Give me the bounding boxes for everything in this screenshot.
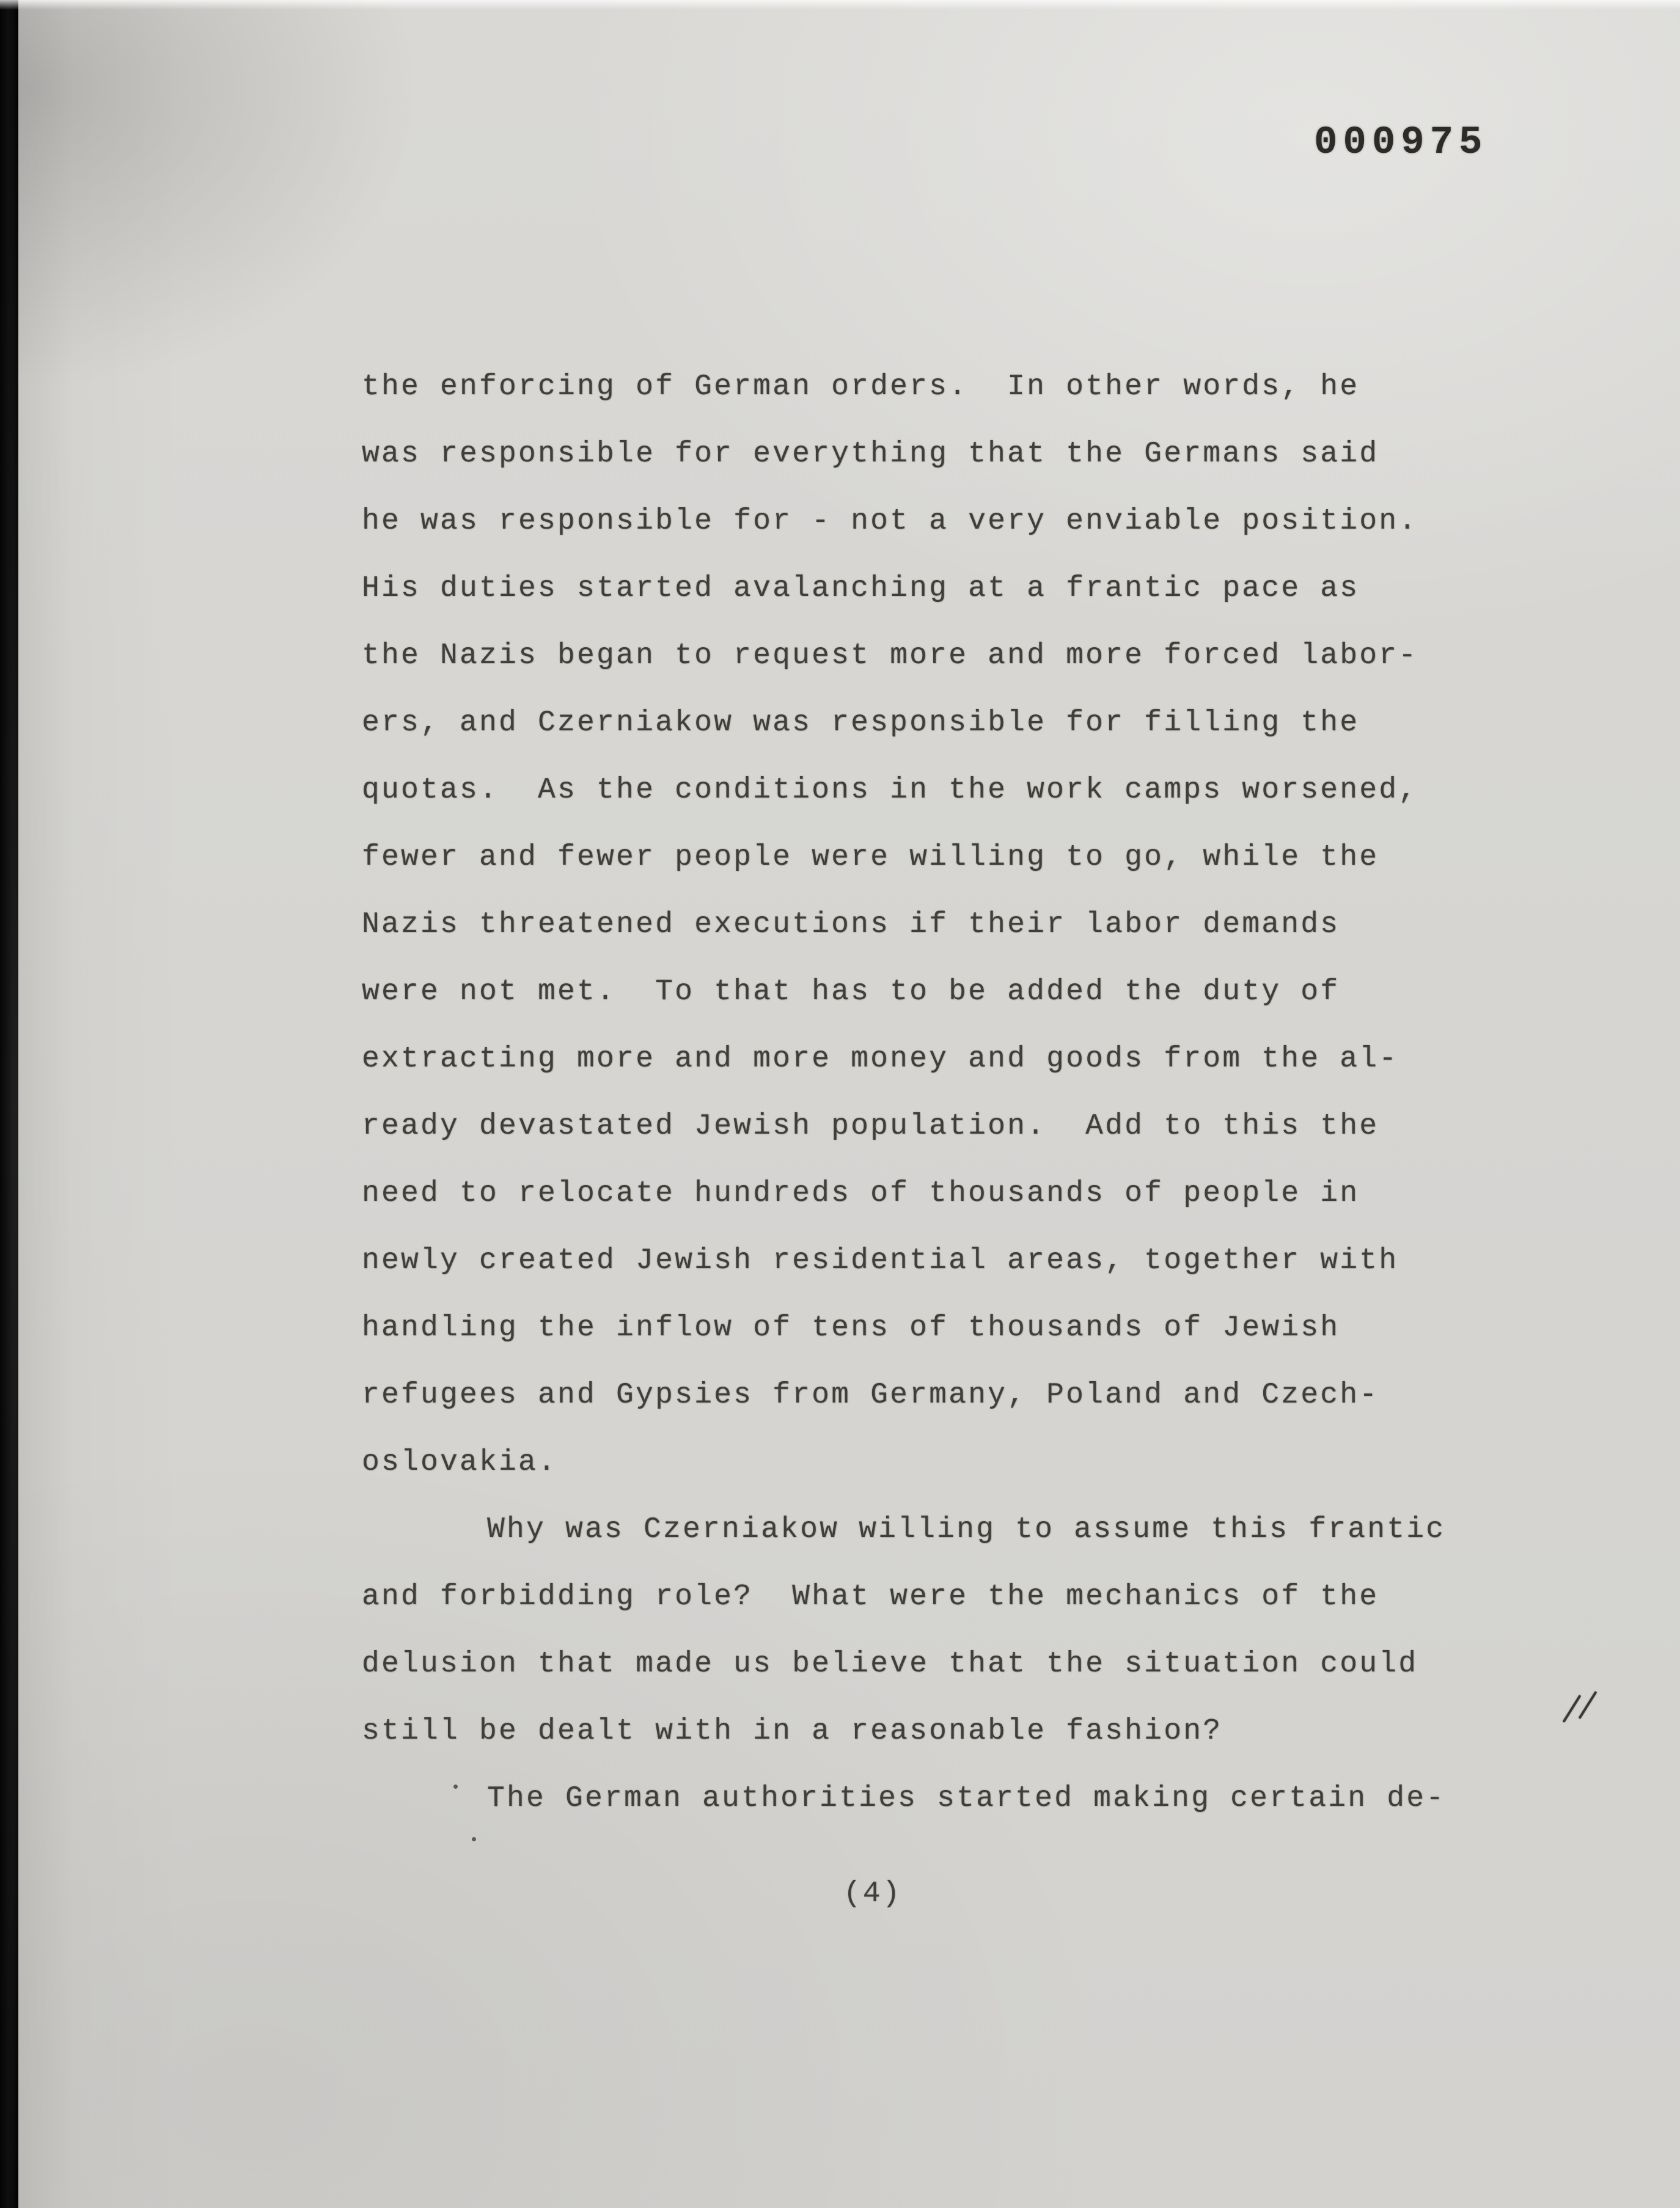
- text-line: quotas. As the conditions in the work camps worsened,: [362, 774, 1418, 807]
- text-line: fewer and fewer people were willing to go, while the: [362, 841, 1379, 874]
- text-line: need to relocate hundreds of thousands of people in: [362, 1177, 1360, 1210]
- text-line: the enforcing of German orders. In other words, he: [362, 370, 1360, 403]
- text-line-paragraph-start: The German authorities started making certain de-: [487, 1782, 1446, 1815]
- text-line: the Nazis began to request more and more forced labor-: [362, 639, 1418, 672]
- page-number: (4): [843, 1877, 902, 1910]
- text-line: were not met. To that has to be added the duty of: [362, 975, 1340, 1008]
- stray-ink-dot: [453, 1784, 458, 1789]
- text-line: extracting more and more money and goods from the al-: [362, 1043, 1399, 1076]
- text-line: delusion that made us believe that the situation could: [362, 1648, 1418, 1681]
- text-line: still be dealt with in a reasonable fashion?: [362, 1715, 1223, 1748]
- paper-top-edge: [0, 0, 1680, 10]
- text-line: oslovakia.: [362, 1446, 558, 1479]
- pen-stroke: [1579, 1691, 1597, 1719]
- text-line: His duties started avalanching at a frantic pace as: [362, 572, 1360, 605]
- text-line: was responsible for everything that the Germans said: [362, 438, 1379, 471]
- pen-stroke: [1563, 1695, 1582, 1723]
- text-line: Nazis threatened executions if their labor demands: [362, 908, 1340, 941]
- text-line: and forbidding role? What were the mechanics of the: [362, 1580, 1379, 1613]
- stray-ink-dot: [472, 1837, 476, 1841]
- text-line: newly created Jewish residential areas, together with: [362, 1244, 1399, 1277]
- text-line: ready devastated Jewish population. Add to this the: [362, 1110, 1379, 1143]
- binding-shadow-edge: [0, 0, 18, 2208]
- pen-mark: [1571, 1693, 1619, 1742]
- document-body: [362, 370, 1480, 1849]
- stamp-number: 000975: [1314, 121, 1488, 165]
- text-line: handling the inflow of tens of thousands of Jewish: [362, 1311, 1340, 1344]
- text-line: he was responsible for - not a very enviable position.: [362, 505, 1418, 538]
- text-line: refugees and Gypsies from Germany, Poland and Czech-: [362, 1379, 1379, 1412]
- text-line: ers, and Czerniakow was responsible for filling the: [362, 706, 1360, 739]
- text-line-paragraph-start: Why was Czerniakow willing to assume this frantic: [487, 1513, 1446, 1546]
